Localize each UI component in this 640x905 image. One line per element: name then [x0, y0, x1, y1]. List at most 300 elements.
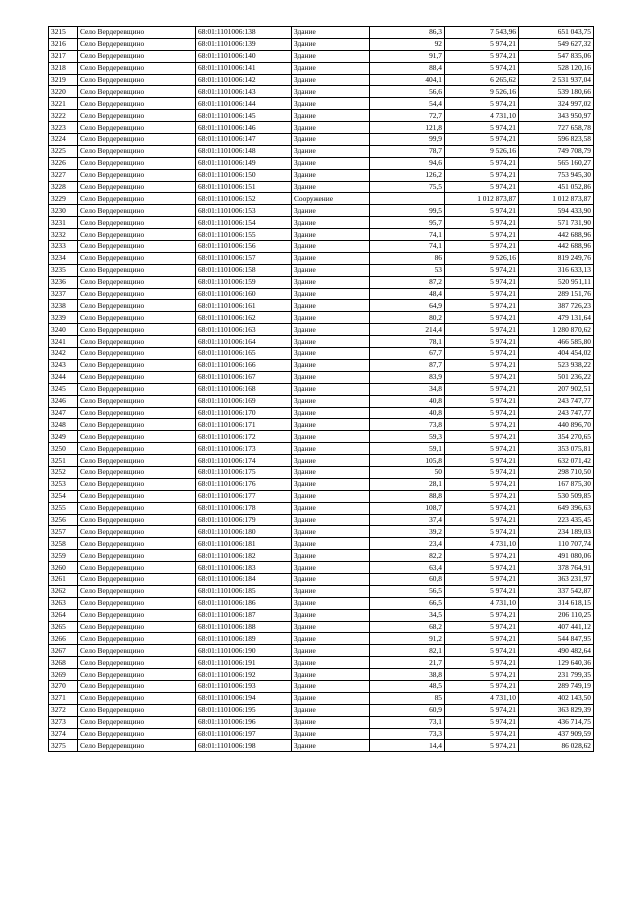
locality-cell: Село Вердеревщино [78, 264, 196, 276]
specific-value-cell: 5 974,21 [445, 585, 519, 597]
cadastral-number-cell: 68:01:1101006:183 [196, 562, 292, 574]
row-number-cell: 3274 [49, 728, 78, 740]
area-cell: 40,8 [370, 407, 445, 419]
specific-value-cell: 5 974,21 [445, 573, 519, 585]
locality-cell: Село Вердеревщино [78, 538, 196, 550]
area-cell: 91,2 [370, 633, 445, 645]
table-row [49, 62, 594, 74]
cadastral-number-cell: 68:01:1101006:168 [196, 383, 292, 395]
specific-value-cell: 5 974,21 [445, 728, 519, 740]
cadastral-number-cell: 68:01:1101006:182 [196, 550, 292, 562]
cadastral-value-cell: 490 482,64 [519, 645, 594, 657]
area-cell: 126,2 [370, 169, 445, 181]
object-type-cell: Здание [292, 621, 370, 633]
row-number-cell: 3256 [49, 514, 78, 526]
cadastral-number-cell: 68:01:1101006:157 [196, 252, 292, 264]
locality-cell: Село Вердеревщино [78, 526, 196, 538]
area-cell: 88,4 [370, 62, 445, 74]
locality-cell: Село Вердеревщино [78, 288, 196, 300]
object-type-cell: Здание [292, 478, 370, 490]
locality-cell: Село Вердеревщино [78, 74, 196, 86]
cadastral-number-cell: 68:01:1101006:196 [196, 716, 292, 728]
specific-value-cell: 5 974,21 [445, 478, 519, 490]
locality-cell: Село Вердеревщино [78, 205, 196, 217]
specific-value-cell: 4 731,10 [445, 110, 519, 122]
object-type-cell: Здание [292, 229, 370, 241]
table-row [49, 478, 594, 490]
specific-value-cell: 5 974,21 [445, 669, 519, 681]
table-row [49, 704, 594, 716]
locality-cell: Село Вердеревщино [78, 609, 196, 621]
locality-cell: Село Вердеревщино [78, 217, 196, 229]
area-cell: 88,8 [370, 490, 445, 502]
object-type-cell: Здание [292, 252, 370, 264]
specific-value-cell: 5 974,21 [445, 657, 519, 669]
cadastral-number-cell: 68:01:1101006:167 [196, 371, 292, 383]
locality-cell: Село Вердеревщино [78, 597, 196, 609]
area-cell: 121,8 [370, 122, 445, 134]
table-row [49, 728, 594, 740]
area-cell: 73,8 [370, 419, 445, 431]
row-number-cell: 3247 [49, 407, 78, 419]
row-number-cell: 3226 [49, 157, 78, 169]
row-number-cell: 3271 [49, 692, 78, 704]
row-number-cell: 3215 [49, 27, 78, 39]
object-type-cell: Здание [292, 169, 370, 181]
cadastral-value-cell: 727 658,78 [519, 122, 594, 134]
object-type-cell: Здание [292, 704, 370, 716]
cadastral-value-cell: 549 627,32 [519, 38, 594, 50]
table-row [49, 264, 594, 276]
cadastral-number-cell: 68:01:1101006:188 [196, 621, 292, 633]
cadastral-value-cell: 387 726,23 [519, 300, 594, 312]
table-row [49, 276, 594, 288]
area-cell: 87,2 [370, 276, 445, 288]
cadastral-value-table [48, 26, 594, 752]
table-row [49, 229, 594, 241]
row-number-cell: 3217 [49, 50, 78, 62]
row-number-cell: 3236 [49, 276, 78, 288]
row-number-cell: 3266 [49, 633, 78, 645]
specific-value-cell: 5 974,21 [445, 205, 519, 217]
locality-cell: Село Вердеревщино [78, 490, 196, 502]
specific-value-cell: 5 974,21 [445, 609, 519, 621]
area-cell: 85 [370, 692, 445, 704]
cadastral-number-cell: 68:01:1101006:195 [196, 704, 292, 716]
cadastral-number-cell: 68:01:1101006:194 [196, 692, 292, 704]
locality-cell: Село Вердеревщино [78, 455, 196, 467]
specific-value-cell: 6 265,62 [445, 74, 519, 86]
locality-cell: Село Вердеревщино [78, 383, 196, 395]
cadastral-number-cell: 68:01:1101006:192 [196, 669, 292, 681]
locality-cell: Село Вердеревщино [78, 110, 196, 122]
table-row [49, 312, 594, 324]
cadastral-number-cell: 68:01:1101006:181 [196, 538, 292, 550]
area-cell: 99,5 [370, 205, 445, 217]
area-cell: 94,6 [370, 157, 445, 169]
object-type-cell: Здание [292, 371, 370, 383]
area-cell: 39,2 [370, 526, 445, 538]
row-number-cell: 3248 [49, 419, 78, 431]
table-row [49, 38, 594, 50]
area-cell: 34,5 [370, 609, 445, 621]
cadastral-number-cell: 68:01:1101006:140 [196, 50, 292, 62]
cadastral-number-cell: 68:01:1101006:184 [196, 573, 292, 585]
row-number-cell: 3219 [49, 74, 78, 86]
area-cell: 67,7 [370, 348, 445, 360]
row-number-cell: 3218 [49, 62, 78, 74]
cadastral-value-cell: 407 441,12 [519, 621, 594, 633]
row-number-cell: 3261 [49, 573, 78, 585]
table-row [49, 205, 594, 217]
locality-cell: Село Вердеревщино [78, 728, 196, 740]
row-number-cell: 3220 [49, 86, 78, 98]
specific-value-cell: 5 974,21 [445, 740, 519, 752]
cadastral-number-cell: 68:01:1101006:191 [196, 657, 292, 669]
area-cell: 72,7 [370, 110, 445, 122]
cadastral-value-cell: 651 043,75 [519, 27, 594, 39]
row-number-cell: 3249 [49, 431, 78, 443]
cadastral-number-cell: 68:01:1101006:170 [196, 407, 292, 419]
cadastral-number-cell: 68:01:1101006:158 [196, 264, 292, 276]
cadastral-number-cell: 68:01:1101006:153 [196, 205, 292, 217]
specific-value-cell: 1 012 873,87 [445, 193, 519, 205]
object-type-cell: Здание [292, 443, 370, 455]
area-cell: 78,1 [370, 336, 445, 348]
table-row [49, 157, 594, 169]
locality-cell: Село Вердеревщино [78, 371, 196, 383]
cadastral-value-cell: 243 747,77 [519, 407, 594, 419]
row-number-cell: 3270 [49, 680, 78, 692]
table-row [49, 502, 594, 514]
cadastral-value-cell: 632 071,42 [519, 455, 594, 467]
area-cell: 23,4 [370, 538, 445, 550]
locality-cell: Село Вердеревщино [78, 550, 196, 562]
area-cell: 99,9 [370, 134, 445, 146]
cadastral-number-cell: 68:01:1101006:180 [196, 526, 292, 538]
table-row [49, 455, 594, 467]
locality-cell: Село Вердеревщино [78, 86, 196, 98]
locality-cell: Село Вердеревщино [78, 633, 196, 645]
cadastral-number-cell: 68:01:1101006:155 [196, 229, 292, 241]
locality-cell: Село Вердеревщино [78, 680, 196, 692]
table-row [49, 217, 594, 229]
specific-value-cell: 9 526,16 [445, 145, 519, 157]
table-row [49, 86, 594, 98]
area-cell: 73,1 [370, 716, 445, 728]
specific-value-cell: 5 974,21 [445, 633, 519, 645]
specific-value-cell: 5 974,21 [445, 276, 519, 288]
table-row [49, 348, 594, 360]
cadastral-value-cell: 207 902,51 [519, 383, 594, 395]
row-number-cell: 3241 [49, 336, 78, 348]
area-cell: 73,3 [370, 728, 445, 740]
locality-cell: Село Вердеревщино [78, 181, 196, 193]
cadastral-value-cell: 206 110,25 [519, 609, 594, 621]
object-type-cell: Здание [292, 157, 370, 169]
locality-cell: Село Вердеревщино [78, 419, 196, 431]
specific-value-cell: 5 974,21 [445, 264, 519, 276]
cadastral-value-cell: 547 835,06 [519, 50, 594, 62]
object-type-cell: Здание [292, 455, 370, 467]
cadastral-value-cell: 451 052,86 [519, 181, 594, 193]
locality-cell: Село Вердеревщино [78, 716, 196, 728]
object-type-cell: Здание [292, 145, 370, 157]
object-type-cell: Здание [292, 407, 370, 419]
cadastral-number-cell: 68:01:1101006:187 [196, 609, 292, 621]
table-row [49, 645, 594, 657]
row-number-cell: 3233 [49, 241, 78, 253]
row-number-cell: 3262 [49, 585, 78, 597]
cadastral-value-cell: 528 120,16 [519, 62, 594, 74]
cadastral-value-cell: 565 160,27 [519, 157, 594, 169]
area-cell: 60,9 [370, 704, 445, 716]
cadastral-number-cell: 68:01:1101006:161 [196, 300, 292, 312]
object-type-cell: Здание [292, 336, 370, 348]
row-number-cell: 3253 [49, 478, 78, 490]
area-cell: 21,7 [370, 657, 445, 669]
row-number-cell: 3254 [49, 490, 78, 502]
locality-cell: Село Вердеревщино [78, 252, 196, 264]
table-row [49, 526, 594, 538]
area-cell: 59,3 [370, 431, 445, 443]
row-number-cell: 3243 [49, 359, 78, 371]
area-cell: 75,5 [370, 181, 445, 193]
cadastral-number-cell: 68:01:1101006:198 [196, 740, 292, 752]
specific-value-cell: 5 974,21 [445, 490, 519, 502]
specific-value-cell: 5 974,21 [445, 680, 519, 692]
locality-cell: Село Вердеревщино [78, 645, 196, 657]
object-type-cell: Здание [292, 395, 370, 407]
area-cell: 56,5 [370, 585, 445, 597]
locality-cell: Село Вердеревщино [78, 573, 196, 585]
cadastral-value-cell: 289 151,76 [519, 288, 594, 300]
area-cell: 50 [370, 466, 445, 478]
specific-value-cell: 5 974,21 [445, 371, 519, 383]
area-cell: 68,2 [370, 621, 445, 633]
object-type-cell: Здание [292, 359, 370, 371]
row-number-cell: 3275 [49, 740, 78, 752]
row-number-cell: 3260 [49, 562, 78, 574]
row-number-cell: 3268 [49, 657, 78, 669]
locality-cell: Село Вердеревщино [78, 312, 196, 324]
cadastral-number-cell: 68:01:1101006:163 [196, 324, 292, 336]
cadastral-number-cell: 68:01:1101006:174 [196, 455, 292, 467]
area-cell: 34,8 [370, 383, 445, 395]
object-type-cell: Здание [292, 431, 370, 443]
object-type-cell: Здание [292, 62, 370, 74]
cadastral-number-cell: 68:01:1101006:178 [196, 502, 292, 514]
row-number-cell: 3257 [49, 526, 78, 538]
table-row [49, 585, 594, 597]
locality-cell: Село Вердеревщино [78, 336, 196, 348]
table-row [49, 550, 594, 562]
object-type-cell: Здание [292, 526, 370, 538]
locality-cell: Село Вердеревщино [78, 122, 196, 134]
area-cell: 74,1 [370, 229, 445, 241]
specific-value-cell: 5 974,21 [445, 550, 519, 562]
specific-value-cell: 5 974,21 [445, 38, 519, 50]
specific-value-cell: 5 974,21 [445, 431, 519, 443]
specific-value-cell: 5 974,21 [445, 359, 519, 371]
area-cell: 82,2 [370, 550, 445, 562]
cadastral-value-cell: 544 847,95 [519, 633, 594, 645]
object-type-cell: Здание [292, 324, 370, 336]
row-number-cell: 3229 [49, 193, 78, 205]
area-cell: 78,7 [370, 145, 445, 157]
cadastral-number-cell: 68:01:1101006:186 [196, 597, 292, 609]
cadastral-value-cell: 289 749,19 [519, 680, 594, 692]
object-type-cell: Сооружение [292, 193, 370, 205]
specific-value-cell: 5 974,21 [445, 324, 519, 336]
locality-cell: Село Вердеревщино [78, 466, 196, 478]
object-type-cell: Здание [292, 122, 370, 134]
cadastral-value-cell: 353 075,81 [519, 443, 594, 455]
specific-value-cell: 5 974,21 [445, 288, 519, 300]
cadastral-value-cell: 594 433,90 [519, 205, 594, 217]
row-number-cell: 3221 [49, 98, 78, 110]
specific-value-cell: 5 974,21 [445, 229, 519, 241]
table-row [49, 27, 594, 39]
specific-value-cell: 5 974,21 [445, 348, 519, 360]
table-row [49, 407, 594, 419]
cadastral-value-cell: 363 829,39 [519, 704, 594, 716]
row-number-cell: 3244 [49, 371, 78, 383]
area-cell: 53 [370, 264, 445, 276]
row-number-cell: 3259 [49, 550, 78, 562]
cadastral-number-cell: 68:01:1101006:197 [196, 728, 292, 740]
area-cell: 28,1 [370, 478, 445, 490]
row-number-cell: 3273 [49, 716, 78, 728]
object-type-cell: Здание [292, 692, 370, 704]
specific-value-cell: 5 974,21 [445, 455, 519, 467]
object-type-cell: Здание [292, 728, 370, 740]
cadastral-value-cell: 243 747,77 [519, 395, 594, 407]
area-cell: 80,2 [370, 312, 445, 324]
table-row [49, 383, 594, 395]
specific-value-cell: 5 974,21 [445, 704, 519, 716]
object-type-cell: Здание [292, 276, 370, 288]
area-cell: 86,3 [370, 27, 445, 39]
table-row [49, 609, 594, 621]
row-number-cell: 3265 [49, 621, 78, 633]
specific-value-cell: 5 974,21 [445, 716, 519, 728]
area-cell: 92 [370, 38, 445, 50]
cadastral-value-cell: 231 799,35 [519, 669, 594, 681]
object-type-cell: Здание [292, 538, 370, 550]
cadastral-number-cell: 68:01:1101006:148 [196, 145, 292, 157]
cadastral-value-cell: 1 280 870,62 [519, 324, 594, 336]
row-number-cell: 3216 [49, 38, 78, 50]
cadastral-value-cell: 649 396,63 [519, 502, 594, 514]
cadastral-number-cell: 68:01:1101006:177 [196, 490, 292, 502]
locality-cell: Село Вердеревщино [78, 134, 196, 146]
table-row [49, 145, 594, 157]
table-row [49, 716, 594, 728]
locality-cell: Село Вердеревщино [78, 478, 196, 490]
cadastral-number-cell: 68:01:1101006:154 [196, 217, 292, 229]
table-row [49, 98, 594, 110]
locality-cell: Село Вердеревщино [78, 157, 196, 169]
specific-value-cell: 5 974,21 [445, 526, 519, 538]
table-row [49, 371, 594, 383]
cadastral-number-cell: 68:01:1101006:138 [196, 27, 292, 39]
object-type-cell: Здание [292, 110, 370, 122]
object-type-cell: Здание [292, 312, 370, 324]
locality-cell: Село Вердеревщино [78, 621, 196, 633]
table-row [49, 395, 594, 407]
specific-value-cell: 5 974,21 [445, 621, 519, 633]
object-type-cell: Здание [292, 550, 370, 562]
locality-cell: Село Вердеревщино [78, 27, 196, 39]
cadastral-value-cell: 571 731,90 [519, 217, 594, 229]
specific-value-cell: 5 974,21 [445, 562, 519, 574]
specific-value-cell: 5 974,21 [445, 383, 519, 395]
row-number-cell: 3224 [49, 134, 78, 146]
cadastral-number-cell: 68:01:1101006:172 [196, 431, 292, 443]
table-row [49, 692, 594, 704]
specific-value-cell: 5 974,21 [445, 169, 519, 181]
row-number-cell: 3238 [49, 300, 78, 312]
object-type-cell: Здание [292, 74, 370, 86]
object-type-cell: Здание [292, 288, 370, 300]
cadastral-number-cell: 68:01:1101006:139 [196, 38, 292, 50]
cadastral-number-cell: 68:01:1101006:144 [196, 98, 292, 110]
cadastral-value-cell: 539 180,66 [519, 86, 594, 98]
area-cell: 83,9 [370, 371, 445, 383]
row-number-cell: 3251 [49, 455, 78, 467]
row-number-cell: 3264 [49, 609, 78, 621]
locality-cell: Село Вердеревщино [78, 229, 196, 241]
row-number-cell: 3267 [49, 645, 78, 657]
locality-cell: Село Вердеревщино [78, 98, 196, 110]
table-row [49, 134, 594, 146]
cadastral-value-cell: 324 997,02 [519, 98, 594, 110]
cadastral-number-cell: 68:01:1101006:145 [196, 110, 292, 122]
row-number-cell: 3228 [49, 181, 78, 193]
object-type-cell: Здание [292, 98, 370, 110]
locality-cell: Село Вердеревщино [78, 359, 196, 371]
table-row [49, 431, 594, 443]
specific-value-cell: 5 974,21 [445, 312, 519, 324]
cadastral-number-cell: 68:01:1101006:146 [196, 122, 292, 134]
cadastral-number-cell: 68:01:1101006:190 [196, 645, 292, 657]
object-type-cell: Здание [292, 383, 370, 395]
row-number-cell: 3231 [49, 217, 78, 229]
locality-cell: Село Вердеревщино [78, 395, 196, 407]
cadastral-value-cell: 753 945,30 [519, 169, 594, 181]
area-cell: 54,4 [370, 98, 445, 110]
cadastral-value-cell: 523 938,22 [519, 359, 594, 371]
locality-cell: Село Вердеревщино [78, 62, 196, 74]
table-row [49, 443, 594, 455]
row-number-cell: 3227 [49, 169, 78, 181]
cadastral-value-cell: 2 531 937,04 [519, 74, 594, 86]
cadastral-value-cell: 596 823,58 [519, 134, 594, 146]
area-cell: 91,7 [370, 50, 445, 62]
table-row [49, 597, 594, 609]
cadastral-number-cell: 68:01:1101006:185 [196, 585, 292, 597]
specific-value-cell: 5 974,21 [445, 134, 519, 146]
object-type-cell: Здание [292, 419, 370, 431]
specific-value-cell: 5 974,21 [445, 443, 519, 455]
table-row [49, 669, 594, 681]
row-number-cell: 3240 [49, 324, 78, 336]
specific-value-cell: 5 974,21 [445, 407, 519, 419]
cadastral-number-cell: 68:01:1101006:176 [196, 478, 292, 490]
specific-value-cell: 4 731,10 [445, 538, 519, 550]
locality-cell: Село Вердеревщино [78, 502, 196, 514]
